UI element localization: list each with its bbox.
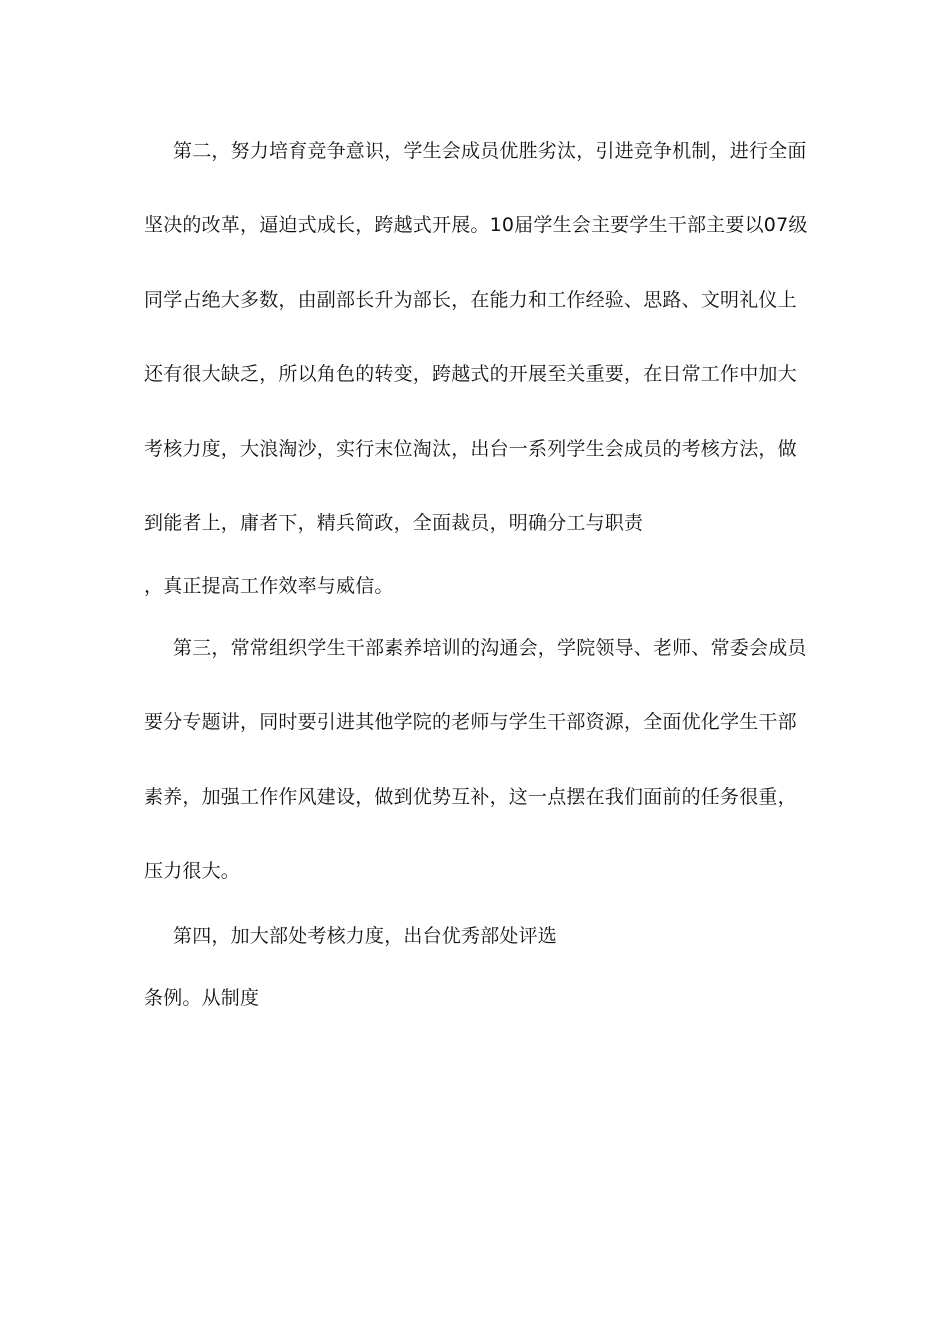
paragraph-3-line-3: 素养，加强工作作风建设，做到优势互补，这一点摆在我们面前的任务很重， bbox=[144, 786, 797, 808]
paragraph-2-line-6: 到能者上，庸者下，精兵简政，全面裁员，明确分工与职责 bbox=[144, 512, 644, 534]
paragraph-4-line-2: 条例。从制度 bbox=[144, 987, 260, 1009]
paragraph-2-line-7: ，真正提高工作效率与威信。 bbox=[144, 575, 394, 597]
paragraph-2-line-4: 还有很大缺乏，所以角色的转变，跨越式的开展至关重要，在日常工作中加大 bbox=[144, 363, 797, 385]
paragraph-2-line-2: 坚决的改革，逼迫式成长，跨越式开展。10届学生会主要学生干部主要以07级 bbox=[144, 214, 808, 236]
paragraph-2-line-3: 同学占绝大多数，由副部长升为部长，在能力和工作经验、思路、文明礼仪上 bbox=[144, 289, 797, 311]
paragraph-3-line-1: 第三，常常组织学生干部素养培训的沟通会，学院领导、老师、常委会成员 bbox=[173, 637, 807, 659]
paragraph-3-line-2: 要分专题讲，同时要引进其他学院的老师与学生干部资源，全面优化学生干部 bbox=[144, 711, 797, 733]
paragraph-2-line-5: 考核力度，大浪淘沙，实行末位淘汰，出台一系列学生会成员的考核方法，做 bbox=[144, 438, 797, 460]
paragraph-2-line-1: 第二，努力培育竞争意识，学生会成员优胜劣汰，引进竞争机制，进行全面 bbox=[173, 140, 807, 162]
paragraph-4-line-1: 第四，加大部处考核力度，出台优秀部处评选 bbox=[173, 925, 558, 947]
paragraph-3-line-4: 压力很大。 bbox=[144, 860, 241, 882]
